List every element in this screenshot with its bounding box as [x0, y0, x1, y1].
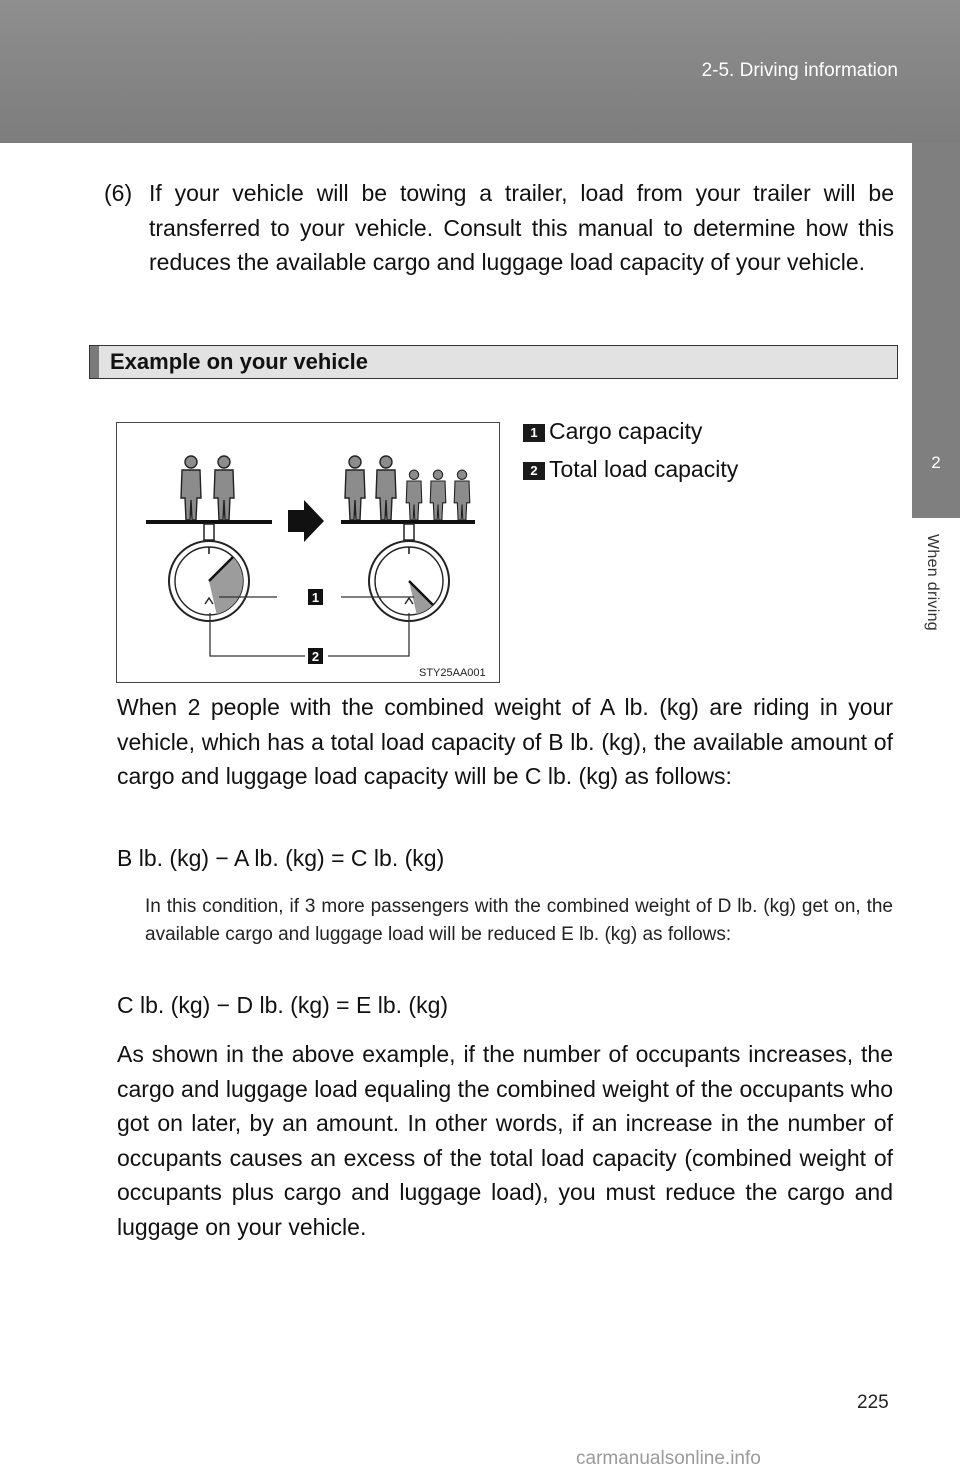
child-icon: [406, 470, 422, 520]
left-scale-stem: [204, 524, 214, 540]
arrow-right-icon: [288, 500, 324, 542]
child-icon: [454, 470, 470, 520]
right-scale-gauge: [369, 541, 449, 621]
callout-2-label: 2: [311, 649, 320, 664]
watermark: carmanualsonline.info: [576, 1448, 761, 1469]
chapter-tab-number: 2: [931, 453, 941, 472]
step-6-number: (6): [104, 180, 133, 206]
formula-2: C lb. (kg) − D lb. (kg) = E lb. (kg): [117, 992, 449, 1018]
child-icon: [430, 470, 446, 520]
legend-label-cargo-capacity: Cargo capacity: [549, 418, 703, 444]
header-section-title: 2-5. Driving information: [701, 60, 898, 81]
person-icon: [345, 456, 365, 520]
legend-item-cargo-capacity: [523, 418, 702, 445]
legend-label-total-load-capacity: Total load capacity: [549, 456, 739, 482]
person-icon: [376, 456, 396, 520]
legend-item-total-load-capacity: [523, 456, 738, 483]
legend-badge-1: 1: [523, 424, 545, 442]
page-number: 225: [857, 1392, 889, 1413]
person-icon: [181, 456, 201, 520]
formula-1: B lb. (kg) − A lb. (kg) = C lb. (kg): [117, 845, 445, 871]
note-paragraph: In this condition, if 3 more passengers with the combined weight of D lb. (kg) get on, the available cargo and luggage load will be reduced E lb. (kg) as follows:: [145, 896, 893, 945]
load-capacity-illustration: [116, 422, 500, 683]
example-section-title: Example on your vehicle: [110, 349, 368, 374]
chapter-tab-label: When driving: [924, 534, 941, 631]
section-bar-mark: [90, 346, 99, 378]
figure-code: STY25AA001: [419, 667, 486, 679]
body-paragraph-1: When 2 people with the combined weight of A lb. (kg) are riding in your vehicle, which has a total load capacity of B lb. (kg), the available amount of cargo and luggage load capacity will be C lb. (kg) as follows:: [117, 694, 893, 789]
step-6-text: If your vehicle will be towing a trailer, load from your trailer will be transferred to your vehicle. Consult this manual to determine how this reduces the available cargo and luggage load capacity of your vehicle.: [149, 180, 894, 275]
right-scale-stem: [404, 524, 414, 540]
body-paragraph-2: As shown in the above example, if the number of occupants increases, the cargo and luggage load equaling the combined weight of the occupants who got on later, by an amount. In other words, if an increase in the number of occupants causes an excess of the total load capacity (combined weight of occupants plus cargo and luggage load), you must reduce the cargo and luggage on your vehicle.: [117, 1041, 893, 1240]
person-icon: [214, 456, 234, 520]
example-section-header: [89, 345, 898, 379]
legend-badge-2: 2: [523, 462, 545, 480]
callout-1-label: 1: [311, 590, 320, 605]
left-scale-gauge: [169, 541, 249, 621]
